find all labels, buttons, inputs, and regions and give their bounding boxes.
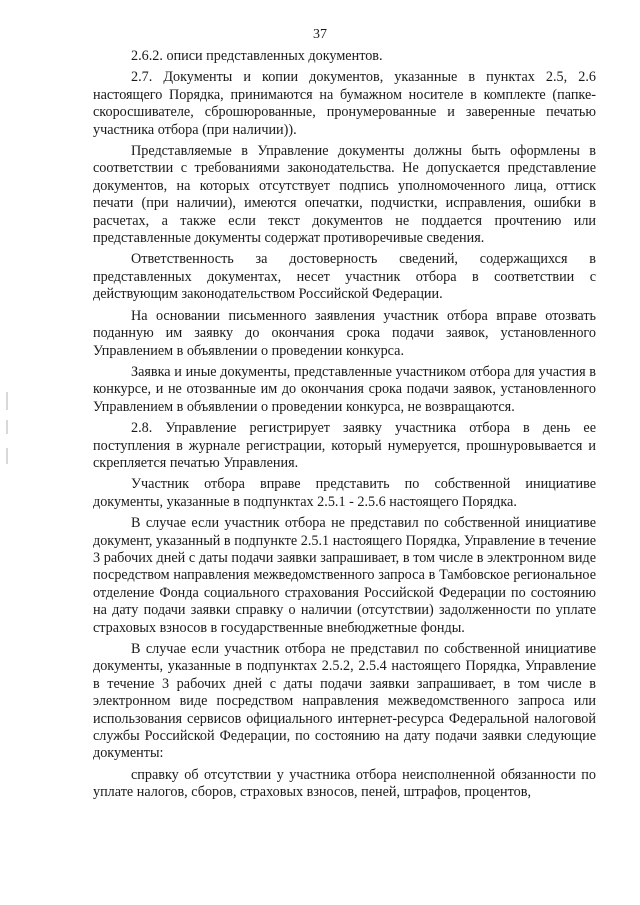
paragraph-withdrawal: На основании письменного заявления участник отбора вправе отозвать поданную им заявку до окончания срока подачи заявок, установленного Управлением в объявлении о проведении конкурса. [93,307,596,359]
scan-margin-mark [6,448,8,464]
paragraph-request-2-5-1: В случае если участник отбора не представил по собственной инициативе документ, указанный в подпункте 2.5.1 настоящего Порядка, Управление в течение 3 рабочих дней с даты подачи заявки запрашивает, в том числе в электронном виде посредством направления межведомственного запроса в Тамбовское региональное отделение Фонда социального страхования Российской Федерации по состоянию на дату подачи заявки справку о наличии (отсутствии) задолженности по уплате страховых взносов в государственные внебюджетные фонды. [93,515,596,636]
scan-margin-mark [6,392,8,410]
paragraph-tax-certificate: справку об отсутствии у участника отбора неисполненной обязанности по уплате налогов, сборов, страховых взносов, пеней, штрафов, процентов, [93,766,596,801]
paragraph-no-return: Заявка и иные документы, представленные участником отбора для участия в конкурсе, и не отозванные им до окончания срока подачи заявок, установленного Управлением в объявлении о проведении конкурса, не возвращаются. [93,363,596,415]
scan-margin-mark [6,420,8,434]
paragraph-2-6-2: 2.6.2. описи представленных документов. [131,48,383,64]
page-number: 37 [313,27,327,42]
paragraph-2-7: 2.7. Документы и копии документов, указанные в пунктах 2.5, 2.6 настоящего Порядка, принимаются на бумажном носителе в комплекте (папке-скоросшивателе, сброшюрованные, пронумерованные и заверенные печатью участника отбора (при наличии)). [93,69,596,138]
paragraph-responsibility: Ответственность за достоверность сведений, содержащихся в представленных документах, несет участник отбора в соответствии с действующим законодательством Российской Федерации. [93,251,596,303]
paragraph-document-requirements: Представляемые в Управление документы должны быть оформлены в соответствии с требованиями законодательства. Не допускается представление документов, на которых отсутствует подпись уполномоченного лица, оттиск печати (при наличии), имеются опечатки, подчистки, исправления, ошибки в расчетах, а также если текст документов не поддается прочтению или представленные документы содержат противоречивые сведения. [93,143,596,247]
paragraph-request-2-5-2: В случае если участник отбора не представил по собственной инициативе документы, указанные в подпунктах 2.5.2, 2.5.4 настоящего Порядка, Управление в течение 3 рабочих дней с даты подачи заявки запрашивает, в том числе в электронном виде посредством направления межведомственного запроса или использования сервисов официального интернет-ресурса Федеральной налоговой службы Российской Федерации, по состоянию на дату подачи заявки следующие документы: [93,641,596,762]
document-body [93,48,596,802]
paragraph-2-8: 2.8. Управление регистрирует заявку участника отбора в день ее поступления в журнале регистрации, который нумеруется, прошнуровывается и скрепляется печатью Управления. [93,420,596,471]
paragraph-own-initiative: Участник отбора вправе представить по собственной инициативе документы, указанные в подпунктах 2.5.1 - 2.5.6 настоящего Порядка. [93,476,596,510]
